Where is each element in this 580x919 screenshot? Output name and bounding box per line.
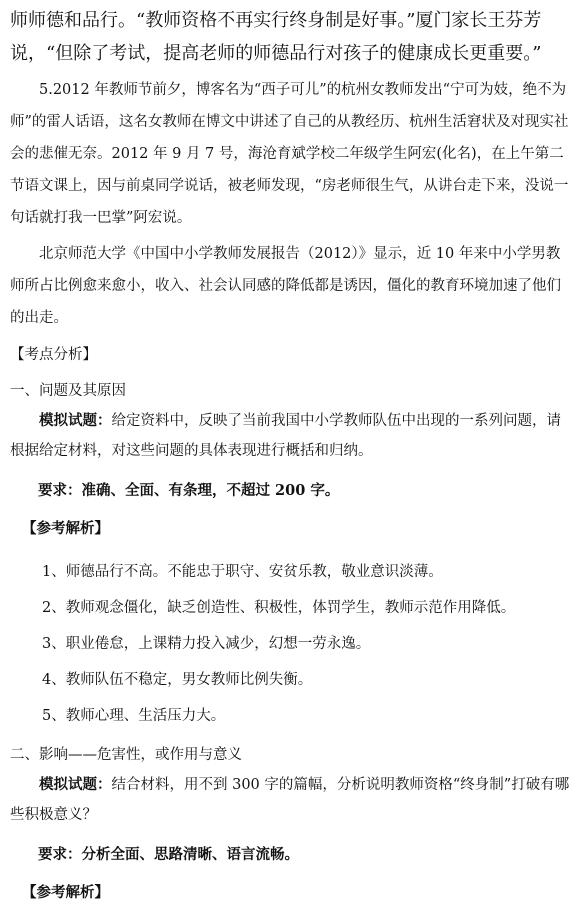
section-2-analysis-heading: 【参考解析】 xyxy=(22,884,109,901)
paragraph-bnu-report: 北京师范大学《中国中小学教师发展报告（2012）》显示，近 10 年来中小学男教师所占比例愈来愈小，收入、社会认同感的降低都是诱因，僵化的教育环境加速了他们的出走。 xyxy=(10,246,561,326)
section-2-question xyxy=(10,770,570,830)
section-2-question-label: 模拟试题： xyxy=(39,776,112,793)
section-1-requirement: 要求：准确、全面、有条理，不超过 200 字。 xyxy=(38,482,340,499)
list-item: 3、职业倦怠，上课精力投入减少，幻想一劳永逸。 xyxy=(42,636,371,652)
section-2-requirement: 要求：分析全面、思路清晰、语言流畅。 xyxy=(38,846,299,863)
list-item: 2、教师观念僵化，缺乏创造性、积极性，体罚学生，教师示范作用降低。 xyxy=(42,600,516,616)
section-1-title: 一、问题及其原因 xyxy=(10,383,126,399)
section-1-analysis-heading: 【参考解析】 xyxy=(22,520,109,537)
section-1-question-label: 模拟试题： xyxy=(39,412,112,429)
section-2-title: 二、影响——危害性，或作用与意义 xyxy=(10,747,242,763)
list-item: 5、教师心理、生活压力大。 xyxy=(42,708,226,724)
list-item: 1、师德品行不高。不能忠于职守、安贫乐教，敬业意识淡薄。 xyxy=(42,564,443,580)
paragraph-5: 5.2012 年教师节前夕，博客名为“西子可儿”的杭州女教师发出“宁可为妓，绝不为师”的雷人话语，这名女教师在博文中讲述了自己的从教经历、杭州生活窘状及对现实社会的悲催无奈。2012 年 9 月 7 号，海沧育斌学校二年级学生阿宏(化名)，在上午第二节语文课上，因与前桌同学说话，被老师发现，“房老师很生气，从讲台走下来，没说一句话就打我一巴掌”阿宏说。 xyxy=(10,82,569,226)
kaodian-heading: 【考点分析】 xyxy=(10,347,97,363)
top-paragraph: 师师德和品行。“教师资格不再实行终身制是好事。”厦门家长王芬芳说，“但除了考试，提高老师的师德品行对孩子的健康成长更重要。” xyxy=(10,10,542,64)
section-2-question-text: 结合材料，用不到 300 字的篇幅，分析说明教师资格“终身制”打破有哪些积极意义？ xyxy=(10,777,570,823)
section-1-answer-list xyxy=(10,554,570,734)
section-1-question-text: 给定资料中，反映了当前我国中小学教师队伍中出现的一系列问题，请根据给定材料，对这些问题的具体表现进行概括和归纳。 xyxy=(10,413,561,459)
section-1-question xyxy=(10,406,570,466)
list-item: 4、教师队伍不稳定，男女教师比例失衡。 xyxy=(42,672,313,688)
